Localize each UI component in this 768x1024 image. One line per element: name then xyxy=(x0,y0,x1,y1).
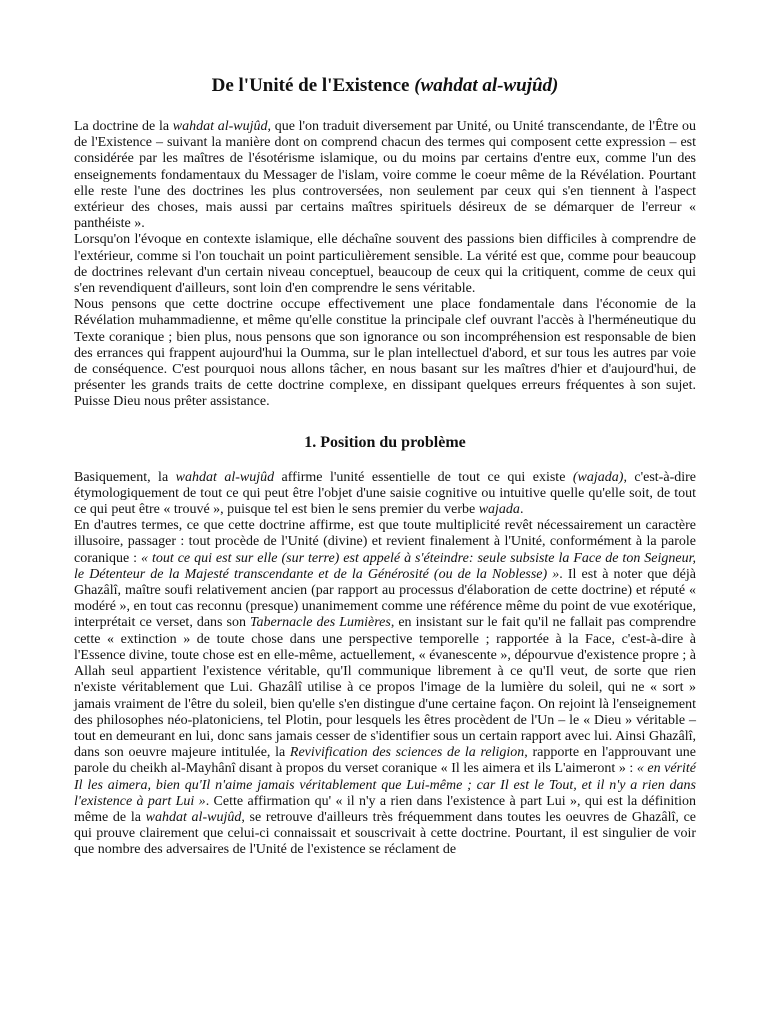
text-run: . Il est à noter que déjà Ghazâlî, maître soufi relativement ancien (par rapport au processus d'élaboration de cette doctrine) et réputé « modéré », en tout cas reconnu (presque) unanimement comme une référence même du point de vue exotérique, interprétait ce verset, dans son xyxy=(74,566,696,631)
intro-paragraph-2 xyxy=(74,232,696,297)
section-body xyxy=(74,470,696,859)
section-paragraph-2 xyxy=(74,518,696,858)
text-run: , se retrouve d'ailleurs très fréquemment dans toutes les oeuvres de Ghazâlî, ce qui prouve clairement que celui-ci connaissait et souscrivait à cette doctrine. Pourtant, il est singulier de voir que nombre des adversaires de l'Unité de l'existence se réclament de xyxy=(74,809,696,858)
text-run: En d'autres termes, ce que cette doctrine affirme, est que toute multiplicité revêt nécessairement un caractère illusoire, passager : tout procède de l'Unité (divine) et revient finalement à l'Unité, conformément à la parole coranique : xyxy=(74,518,696,566)
document-page xyxy=(74,0,696,859)
intro-section xyxy=(74,119,696,411)
text-run: . Cette affirmation qu' « il n'y a rien dans l'existence à part Lui », qui est la définition même de la xyxy=(74,793,696,825)
text-run: affirme l'unité essentielle de tout ce qui existe xyxy=(274,469,573,485)
italic-text: « en vérité Il les aimera, bien qu'Il n'aime jamais véritablement que Lui-même ; car Il est le Tout, et il n'y a rien dans l'existence à part Lui » xyxy=(74,761,696,809)
title-main: De l'Unité de l'Existence xyxy=(211,75,415,96)
italic-text: « tout ce qui est sur elle (sur terre) est appelé à s'éteindre: seule subsiste la Face de ton Seigneur, le Détenteur de la Majesté transcendante et de la Générosité (ou de la Noblesse) » xyxy=(74,550,696,582)
text-run: . xyxy=(519,502,524,518)
section-paragraph-1 xyxy=(74,470,696,519)
text-run: , c'est-à-dire étymologiquement de tout ce qui peut être l'objet d'une saisie cognitive ou intuitive quelle qu'elle soit, de tout ce qui peut être « trouvé », puisque tel est bien le sens premier du verbe xyxy=(74,469,696,518)
italic-text: wahdat al-wujûd xyxy=(172,119,268,134)
italic-text: (wajada) xyxy=(572,469,624,485)
text-run: , rapporte en l'approuvant une parole du cheikh al-Mayhânî disant à propos du verset coranique « Il les aimera et ils L'aimeront » : xyxy=(74,745,697,777)
italic-text: wajada xyxy=(478,502,520,518)
text-run: , que l'on traduit diversement par Unité, ou Unité transcendante, de l'Être ou de l'Existence – suivant la manière dont on comprend chacun des termes qui composent cette expression – est considérée par les maîtres de l'ésotérisme islamique, ou du moins par certains d'entre eux, comme l'un des enseignements fondamentaux du Messager de l'islam, voire comme le coeur même de la Révélation. Pourtant elle reste l'une des doctrines les plus controversées, non seulement par ceux qui s'en tiennent à l'aspect extérieur des choses, mais aussi par certains maîtres spirituels désireux de se démarquer de l'erreur « panthéiste ». xyxy=(74,119,696,232)
intro-paragraph-3 xyxy=(74,297,696,410)
text-run: Lorsqu'on l'évoque en contexte islamique, elle déchaîne souvent des passions bien difficiles à comprendre de l'extérieur, comme si l'on touchait un point particulièrement sensible. La vérité est que, comme pour beaucoup de doctrines relevant d'un certain niveau conceptuel, beaucoup de ceux qui la critiquent, comme de ceux qui s'en revendiquent d'ailleurs, sont loin d'en comprendre le sens véritable. xyxy=(74,232,696,297)
text-run: Nous pensons que cette doctrine occupe effectivement une place fondamentale dans l'économie de la Révélation muhammadienne, et même qu'elle constitue la principale clef ouvrant l'accès à l'herméneutique du Texte coranique ; bien plus, nous pensons que son ignorance ou son incompréhension est responsable de bien des errances qui frappent aujourd'hui la Oumma, sur le plan intellectuel d'abord, et sur tous les autres par voie de conséquence. C'est pourquoi nous allons tâcher, en nous basant sur les maîtres d'hier et d'aujourd'hui, de présenter les grands traits de cette doctrine complexe, en dissipant quelques erreurs fréquentes à son sujet. Puisse Dieu nous prêter assistance. xyxy=(74,297,696,410)
text-run: La doctrine de la xyxy=(74,119,173,134)
italic-text: Revivification des sciences de la religion xyxy=(289,745,525,761)
italic-text: wahdat al-wujûd xyxy=(145,809,242,825)
section-heading: 1. Position du problème xyxy=(304,433,466,451)
text-run: Basiquement, la xyxy=(74,469,176,485)
italic-text: wahdat al-wujûd xyxy=(175,469,275,485)
intro-paragraph-1 xyxy=(74,119,696,232)
text-run: , en insistant sur le fait qu'il ne fallait pas comprendre cette « extinction » de toute chose dans une perspective temporelle ; rapportée à la Face, c'est-à-dire à l'Essence divine, toute chose est en elle-même, actuellement, « évanescente », dépourvue d'existence propre ; à Allah seul appartient l'existence véritable, qu'Il communique librement à ce qu'Il veut, de sorte que rien n'existe véritablement que Lui. Ghazâlî utilise à ce propos l'image de la lumière du soleil, qui ne « sort » jamais vraiment de l'être du soleil, bien qu'elle s'en distingue d'une certaine façon. On rejoint là l'enseignement des philosophes néo-platoniciens, tel Plotin, pour lesquels les êtres procèdent de l'Un – le « Dieu » véritable – tout en demeurant en lui, donc sans jamais cesser de s'identifier sous un certain rapport avec lui. Ainsi Ghazâlî, dans son oeuvre majeure intitulée, la xyxy=(74,615,697,761)
document-title xyxy=(74,74,696,98)
italic-text: Tabernacle des Lumières xyxy=(250,615,391,631)
title-italic: (wahdat al-wujûd) xyxy=(414,75,559,96)
